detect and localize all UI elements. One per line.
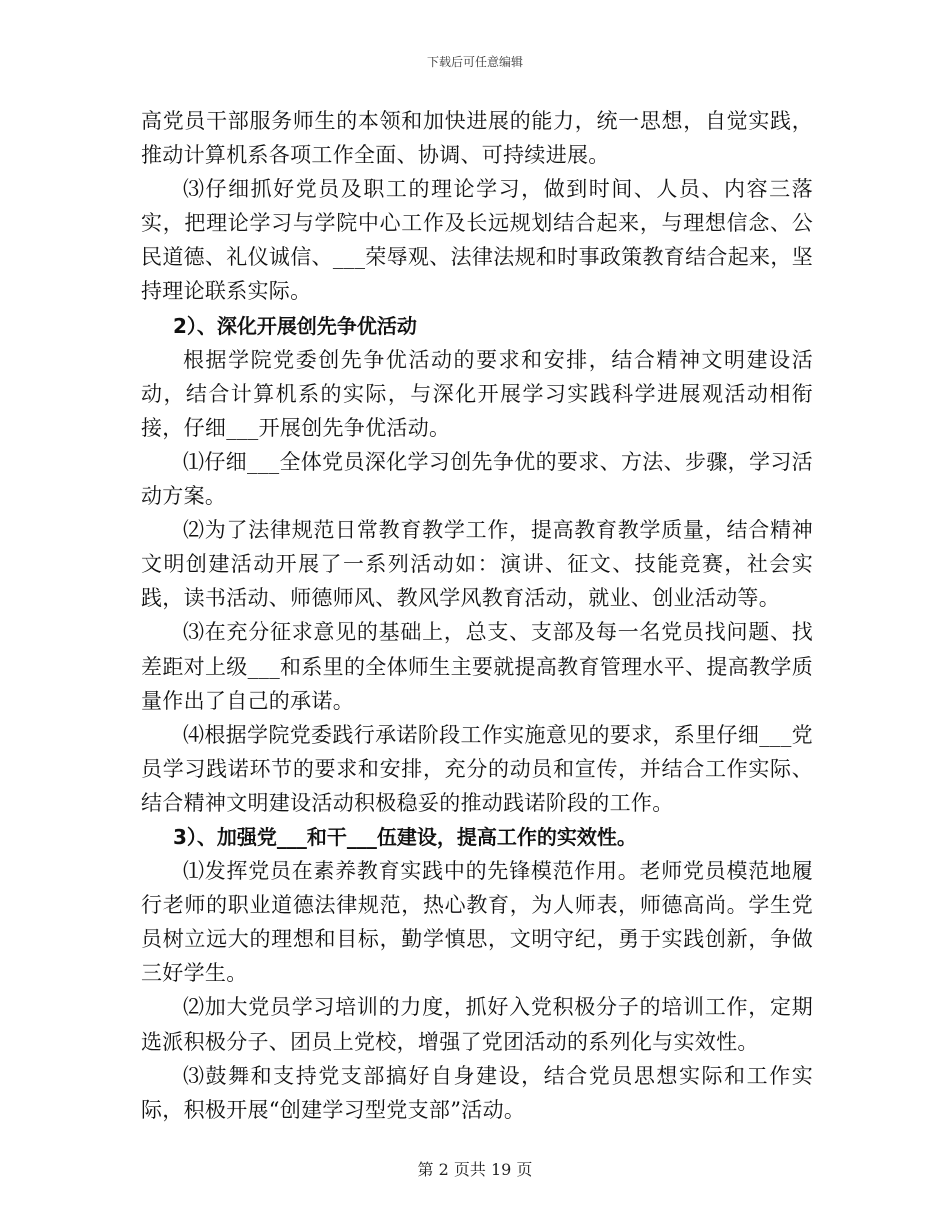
paragraph-continuation: 高党员干部服务师生的本领和加快进展的能力，统一思想，自觉实践，推动计算机系各项工作全面、协调、可持续进展。 bbox=[141, 109, 813, 168]
document-body bbox=[141, 104, 813, 1127]
paragraph-item-3: ⑶在充分征求意见的基础上，总支、支部及每一名党员找问题、找差距对上级___和系里的全体师生主要就提高教育管理水平、提高教学质量作出了自己的承诺。 bbox=[141, 620, 813, 713]
page-header: 下载后可任意编辑 bbox=[426, 55, 523, 69]
paragraph-training: ⑵加大党员学习培训的力度，抓好入党积极分子的培训工作，定期选派积极分子、团员上党校，增强了党团活动的系列化与实效性。 bbox=[141, 995, 813, 1054]
paragraph-item-1: ⑴仔细___全体党员深化学习创先争优的要求、方法、步骤，学习活动方案。 bbox=[141, 449, 813, 509]
paragraph-excellence-activity: 根据学院党委创先争优活动的要求和安排，结合精神文明建设活动，结合计算机系的实际，与深化开展学习实践科学进展观活动相衔接，仔细___开展创先争优活动。 bbox=[141, 347, 813, 440]
page-footer: 第 2 页共 19 页 bbox=[417, 1160, 533, 1179]
section-heading-2: 2）、深化开展创先争优活动 bbox=[173, 313, 417, 338]
paragraph-branch-building: ⑶鼓舞和支持党支部搞好自身建设，结合党员思想实际和工作实际，积极开展“创建学习型党支部”活动。 bbox=[141, 1063, 813, 1122]
paragraph-party-member-role: ⑴发挥党员在素养教育实践中的先锋模范作用。老师党员模范地履行老师的职业道德法律规范，热心教育，为人师表，师德高尚。学生党员树立远大的理想和目标，勤学慎思，文明守纪，勇于实践创新，争做三好学生。 bbox=[141, 859, 813, 986]
section-heading-3: 3）、加强党___和干___伍建设，提高工作的实效性。 bbox=[173, 824, 637, 849]
paragraph-theory-study: ⑶仔细抓好党员及职工的理论学习，做到时间、人员、内容三落实，把理论学习与学院中心工作及长远规划结合起来，与理想信念、公民道德、礼仪诚信、___荣辱观、法律法规和时事政策教育结合起来，坚持理论联系实际。 bbox=[141, 177, 813, 304]
paragraph-item-4: ⑷根据学院党委践行承诺阶段工作实施意见的要求，系里仔细___党员学习践诺环节的要求和安排，充分的动员和宣传，并结合工作实际、结合精神文明建设活动积极稳妥的推动践诺阶段的工作。 bbox=[141, 722, 813, 815]
paragraph-item-2: ⑵为了法律规范日常教育教学工作，提高教育教学质量，结合精神文明创建活动开展了一系列活动如：演讲、征文、技能竞赛，社会实践，读书活动、师德师风、教风学风教育活动，就业、创业活动等。 bbox=[141, 518, 813, 611]
